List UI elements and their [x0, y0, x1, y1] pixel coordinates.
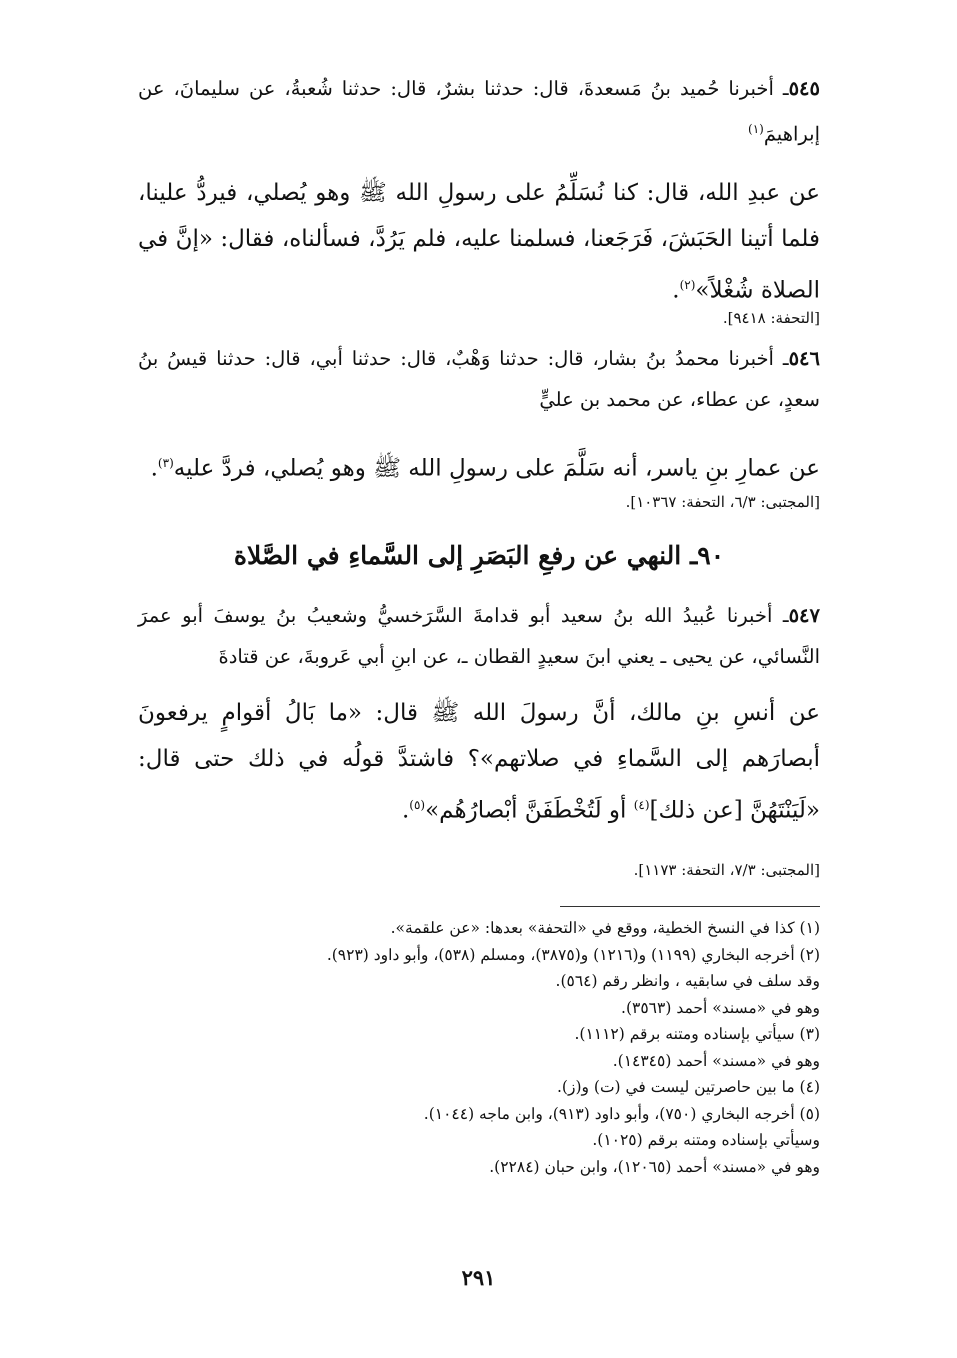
hadith-545-reference: [التحفة: ٩٤١٨]. — [722, 309, 820, 327]
hadith-545-isnad — [138, 68, 820, 155]
isnad-text: ـ أخبرنا عُبيدُ الله بنُ سعيد أبو قدامةَ السَّرَخسيُّ وشعيبُ بنُ يوسفَ أبو عمرَ النَّسائي، عن يحيى ـ يعني ابنَ سعيدٍ القطان ـ، عن ابنِ أبي عَروبةَ، عن قتادةَ — [138, 604, 820, 668]
footnote-marker: (٣) — [157, 456, 174, 470]
footnote-line: وهو في «مسند» أحمد (٣٥٦٣). — [621, 998, 820, 1017]
footnote-line: وسيأتي بإسناده ومتنه برقم (١٠٢٥). — [592, 1131, 820, 1149]
matn-text: عن أنسِ بنِ مالك، أنَّ رسولَ الله ﷺ قال: «ما بَالُ أقوامٍ يرفعونَ أبصارَهم إلى السَّماءِ في صلاتهم»؟ فاشتدَّ قولُه في ذلك حتى قال: «لَيَنْتَهُنَّ [عن ذلك] — [138, 700, 820, 824]
footnotes — [138, 915, 820, 1180]
hadith-number: ٥٤٥ — [788, 77, 820, 100]
footnote-line: (٤) ما بين حاصرتين ليست في (ت) و(ز). — [556, 1078, 820, 1096]
footnote-line: (٢) أخرجه البخاري (١١٩٩) و(١٢١٦) و(٣٨٧٥)، ومسلم (٥٣٨)، وأبو داود (٩٢٣). — [326, 945, 820, 964]
footnote-line: (٣) سيأتي بإسناده ومتنه برقم (١١١٢). — [574, 1025, 820, 1043]
footnote-line: وقد سلف في سابقيه ، وانظر رقم (٥٦٤). — [555, 972, 820, 990]
hadith-547-matn: عن أنسِ بنِ مالك، أنَّ رسولَ الله ﷺ قال: «ما بَالُ أقوامٍ يرفعونَ أبصارَهم إلى السَّماءِ في صلاتهم»؟ فاشتدَّ قولُه في ذلك حتى قال: «لَيَنْتَهُنَّ [عن ذلك]$^{(٤)}$ أو لَتُخْطَفَنَّ أبْصارُهُم»$^{(٥)}$. — [138, 700, 820, 824]
page-number: ٢٩١ — [461, 1265, 496, 1290]
hadith-546-reference: [المجتبى: ٦/٣، التحفة: ١٠٣٦٧]. — [625, 493, 820, 511]
hadith-number: ٥٤٦ — [788, 347, 820, 370]
hadith-546-isnad — [138, 338, 820, 420]
hadith-545-matn: عن عبدِ الله، قال: كنا نُسَلِّمُ على رسولِ الله ﷺ وهو يُصلي، فيردُّ علينا، فلما أتينا الحَبَشَ، فَرَجَعنا، فسلمنا عليه، فلم يَرُدَّ، فسألناه، فقال: «إنَّ في الصلاة شُغْلاً»$^{(٢)}$. — [138, 180, 820, 304]
footnote-line: وهو في «مسند» أحمد (١٢٠٦٥)، وابن حبان (٢٢٨٤). — [489, 1157, 820, 1176]
hadith-546-matn: عن عمارِ بنِ ياسر، أنه سَلَّمَ على رسولِ الله ﷺ وهو يُصلي، فردَّ عليه$^{(٣)}$. — [150, 455, 820, 482]
hadith-547-isnad — [138, 595, 820, 677]
footnote-line: (١) كذا في النسخ الخطية، ووقع في «التحفة» بعدها: «عن علقمة». — [390, 919, 820, 937]
footnote-marker: (٤) — [633, 798, 650, 812]
matn-text: عن عبدِ الله، قال: كنا نُسَلِّمُ على رسولِ الله ﷺ وهو يُصلي، فيردُّ علينا، فلما أتينا الحَبَشَ، فَرَجَعنا، فسلمنا عليه، فلم يَرُدَّ، فسألناه، فقال: «إنَّ في الصلاة شُغْلاً» — [138, 180, 820, 304]
footnote-line: (٥) أخرجه البخاري (٧٥٠)، وأبو داود (٩١٣)، وابن ماجه (١٠٤٤). — [423, 1104, 820, 1123]
footnote-line: وهو في «مسند» أحمد (١٤٣٤٥). — [612, 1051, 820, 1070]
footnote-marker: (١) — [748, 122, 764, 136]
matn-text: عن عمارِ بنِ ياسر، أنه سَلَّمَ على رسولِ الله ﷺ وهو يُصلي، فردَّ عليه — [173, 455, 820, 482]
footnote-marker: (٥) — [409, 798, 426, 812]
isnad-text: ـ أخبرنا حُميد بنُ مَسعدةَ، قال: حدثنا بشرٌ، قال: حدثنا شُعبةُ، عن سليمانَ، عن إبراهيمَ — [138, 77, 820, 146]
footnote-marker: (٢) — [679, 278, 696, 292]
hadith-number: ٥٤٧ — [788, 604, 820, 627]
chapter-heading: ٩٠ـ النهي عن رفعِ البَصَرِ إلى السَّماءِ في الصَّلاة — [233, 541, 725, 570]
isnad-text: ـ أخبرنا محمدُ بنُ بشار، قال: حدثنا وَهْبٌ، قال: حدثنا أبي، قال: حدثنا قيسُ بنُ سعدٍ، عن عطاء، عن محمد بن عليٍّ — [138, 347, 820, 411]
footnote-separator — [560, 906, 820, 907]
hadith-547-reference: [المجتبى: ٧/٣، التحفة: ١١٧٣]. — [633, 861, 820, 879]
